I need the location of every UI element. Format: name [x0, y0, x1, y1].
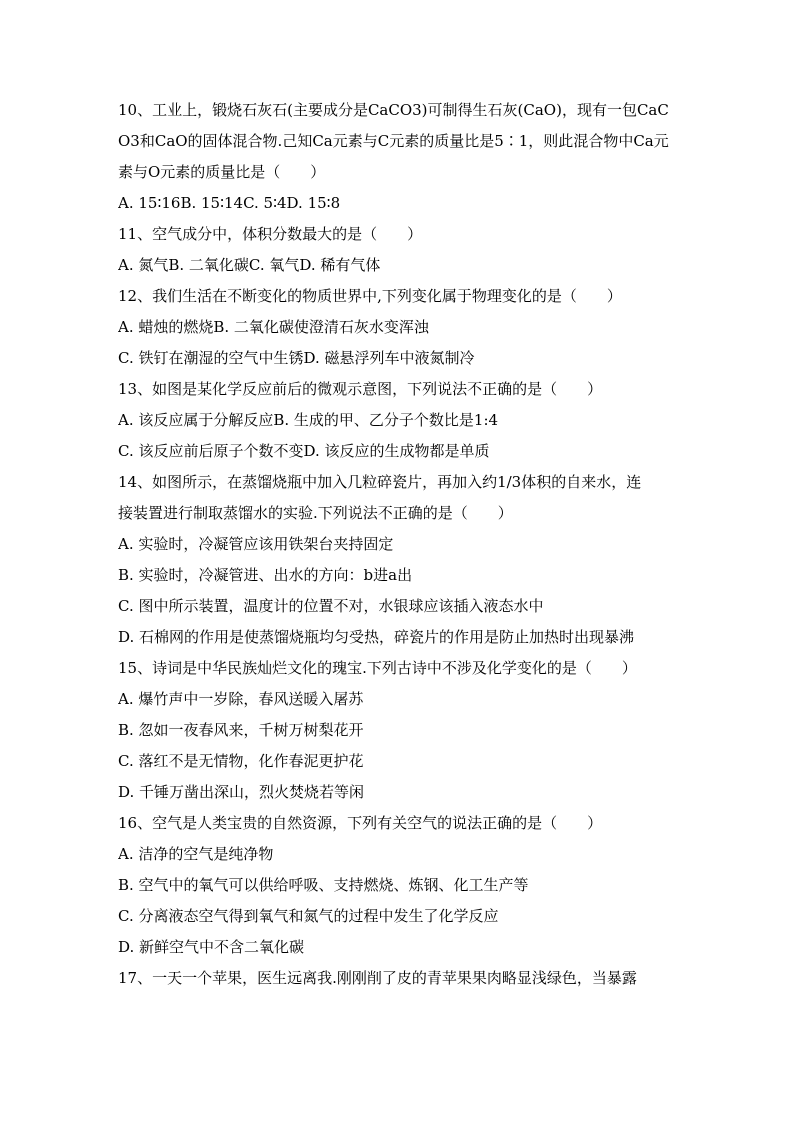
question-option: B. 空气中的氧气可以供给呼吸、支持燃烧、炼钢、化工生产等 [118, 876, 529, 894]
question-17 [118, 963, 678, 994]
question-option: B. 忽如一夜春风来，千树万树梨花开 [118, 721, 364, 739]
question-stem-line: 素与O元素的质量比是（ ） [118, 163, 326, 181]
question-stem-line: 17、一天一个苹果，医生远离我.刚刚削了皮的青苹果果肉略显浅绿色，当暴露 [118, 969, 637, 987]
question-option: A. 实验时，冷凝管应该用铁架台夹持固定 [118, 535, 394, 553]
question-16 [118, 808, 678, 963]
question-options-line: A. 该反应属于分解反应B. 生成的甲、乙分子个数比是1:4 [118, 411, 499, 429]
question-12 [118, 281, 678, 374]
question-stem-line: 10、工业上，锻烧石灰石(主要成分是CaCO3)可制得生石灰(CaO)，现有一包CaC [118, 101, 669, 119]
question-options-line: C. 铁钉在潮湿的空气中生锈D. 磁悬浮列车中液氮制冷 [118, 349, 475, 367]
question-option: C. 图中所示装置，温度计的位置不对，水银球应该插入液态水中 [118, 597, 544, 615]
question-15 [118, 653, 678, 808]
question-option: D. 新鲜空气中不含二氧化碳 [118, 938, 305, 956]
question-list [118, 95, 678, 994]
question-options-line: C. 该反应前后原子个数不变D. 该反应的生成物都是单质 [118, 442, 490, 460]
question-stem-line: 12、我们生活在不断变化的物质世界中,下列变化属于物理变化的是（ ） [118, 287, 622, 305]
question-option: D. 千锤万凿出深山，烈火焚烧若等闲 [118, 783, 365, 801]
question-stem-line: 14、如图所示，在蒸馏烧瓶中加入几粒碎瓷片，再加入约1/3体积的自来水，连 [118, 473, 642, 491]
question-options-line: A. 15∶16B. 15∶14C. 5∶4D. 15∶8 [118, 194, 341, 212]
question-11 [118, 219, 678, 281]
question-stem-line: 15、诗词是中华民族灿烂文化的瑰宝.下列古诗中不涉及化学变化的是（ ） [118, 659, 637, 677]
question-option: A. 爆竹声中一岁除，春风送暖入屠苏 [118, 690, 364, 708]
question-stem-line: 16、空气是人类宝贵的自然资源，下列有关空气的说法正确的是（ ） [118, 814, 603, 832]
question-13 [118, 374, 678, 467]
question-stem-line: 11、空气成分中，体积分数最大的是（ ） [118, 225, 423, 243]
question-options-line: A. 氮气B. 二氧化碳C. 氧气D. 稀有气体 [118, 256, 381, 274]
question-14 [118, 467, 678, 653]
question-stem-line: 接装置进行制取蒸馏水的实验.下列说法不正确的是（ ） [118, 504, 513, 522]
question-option: C. 落红不是无情物，化作春泥更护花 [118, 752, 364, 770]
question-stem-line: O3和CaO的固体混合物.己知Ca元素与C元素的质量比是5∶1，则此混合物中Ca元 [118, 132, 669, 150]
question-option: C. 分离液态空气得到氧气和氮气的过程中发生了化学反应 [118, 907, 499, 925]
question-stem-line: 13、如图是某化学反应前后的微观示意图，下列说法不正确的是（ ） [118, 380, 603, 398]
question-option: A. 洁净的空气是纯净物 [118, 845, 274, 863]
question-option: B. 实验时，冷凝管进、出水的方向：b进a出 [118, 566, 413, 584]
question-option: D. 石棉网的作用是使蒸馏烧瓶均匀受热，碎瓷片的作用是防止加热时出现暴沸 [118, 628, 635, 646]
question-10 [118, 95, 678, 219]
question-options-line: A. 蜡烛的燃烧B. 二氧化碳使澄清石灰水变浑浊 [118, 318, 429, 336]
